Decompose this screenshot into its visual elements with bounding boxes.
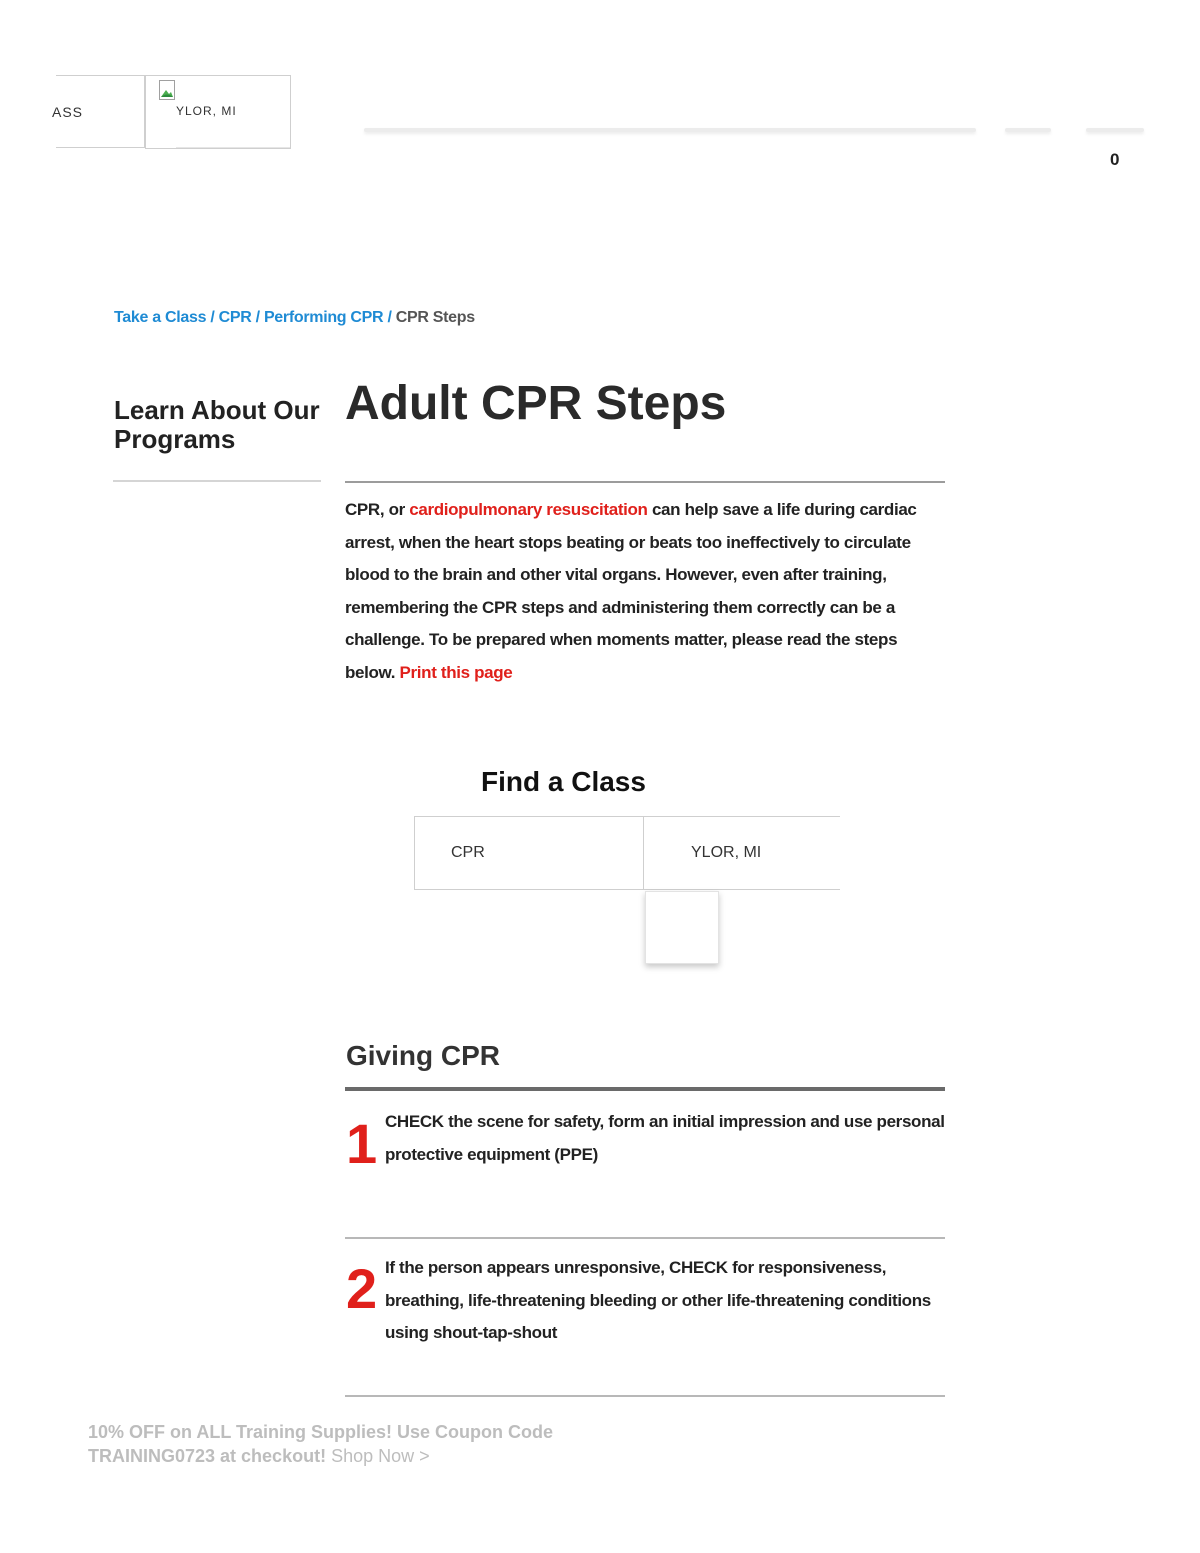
breadcrumb-link-take-a-class[interactable]: Take a Class [114, 309, 207, 326]
title-divider [345, 481, 945, 483]
intro-paragraph [345, 494, 945, 689]
breadcrumb-separator: / [251, 309, 264, 326]
nav-bar-segment-cart[interactable] [1086, 128, 1144, 132]
find-class-type-input[interactable] [414, 816, 644, 890]
intro-text-body: can help save a life during cardiac arrest, when the heart stops beating or beats too ineffectively to circulate blood to the brain and other vital organs. However, even after training, remembering the CPR steps and administering them correctly can be a challenge. To be prepared when moments matter, please read the steps below. [345, 500, 917, 682]
shop-now-link[interactable]: Shop Now > [326, 1446, 430, 1466]
breadcrumb-separator: / [206, 309, 219, 326]
step-number: 2 [346, 1257, 378, 1320]
step-divider [345, 1237, 945, 1239]
cart-count-badge[interactable]: 0 [1110, 150, 1120, 169]
promo-text: 10% OFF on ALL Training Supplies! Use Coupon Code TRAINING0723 at checkout! [88, 1422, 554, 1466]
header-class-search-input[interactable] [52, 75, 145, 148]
breadcrumb-separator: / [383, 309, 396, 326]
print-page-link[interactable]: Print this page [399, 662, 513, 682]
find-class-type-value: CPR [451, 844, 485, 861]
sidebar-heading[interactable]: Learn About Our Programs [114, 395, 320, 454]
step-text: If the person appears unresponsive, CHECK for responsiveness, breathing, life-threatening bleeding or other life-threatening conditions using shout-tap-shout [385, 1258, 931, 1342]
giving-cpr-divider [345, 1087, 945, 1091]
broken-image-icon [159, 80, 175, 100]
header-location-search-value: YLOR, MI [176, 104, 237, 118]
giving-cpr-heading: Giving CPR [346, 1040, 501, 1071]
find-class-location-input[interactable] [643, 816, 840, 890]
breadcrumb-link-performing-cpr[interactable]: Performing CPR [263, 309, 384, 326]
step-number: 1 [346, 1112, 378, 1175]
header-location-search-input[interactable] [145, 75, 291, 149]
breadcrumb-current: CPR Steps [395, 309, 475, 326]
header-class-search-value: ASS [52, 103, 84, 120]
breadcrumb-link-cpr[interactable]: CPR [218, 309, 252, 326]
find-class-search-button[interactable] [645, 891, 719, 964]
promo-banner [88, 1420, 608, 1468]
page-title: Adult CPR Steps [345, 377, 727, 430]
main-nav-bar[interactable] [364, 128, 976, 132]
find-class-location-value: YLOR, MI [691, 844, 762, 861]
sidebar-divider [113, 480, 321, 482]
nav-bar-segment[interactable] [1005, 128, 1051, 132]
breadcrumb [114, 309, 475, 327]
location-underline [176, 147, 290, 148]
step-divider [345, 1395, 945, 1397]
find-class-heading: Find a Class [481, 766, 646, 797]
step-text: CHECK the scene for safety, form an initial impression and use personal protective equipment (PPE) [385, 1112, 945, 1164]
intro-text-start: CPR, or [345, 500, 410, 519]
cardiopulmonary-resuscitation-link[interactable]: cardiopulmonary resuscitation [409, 500, 648, 519]
